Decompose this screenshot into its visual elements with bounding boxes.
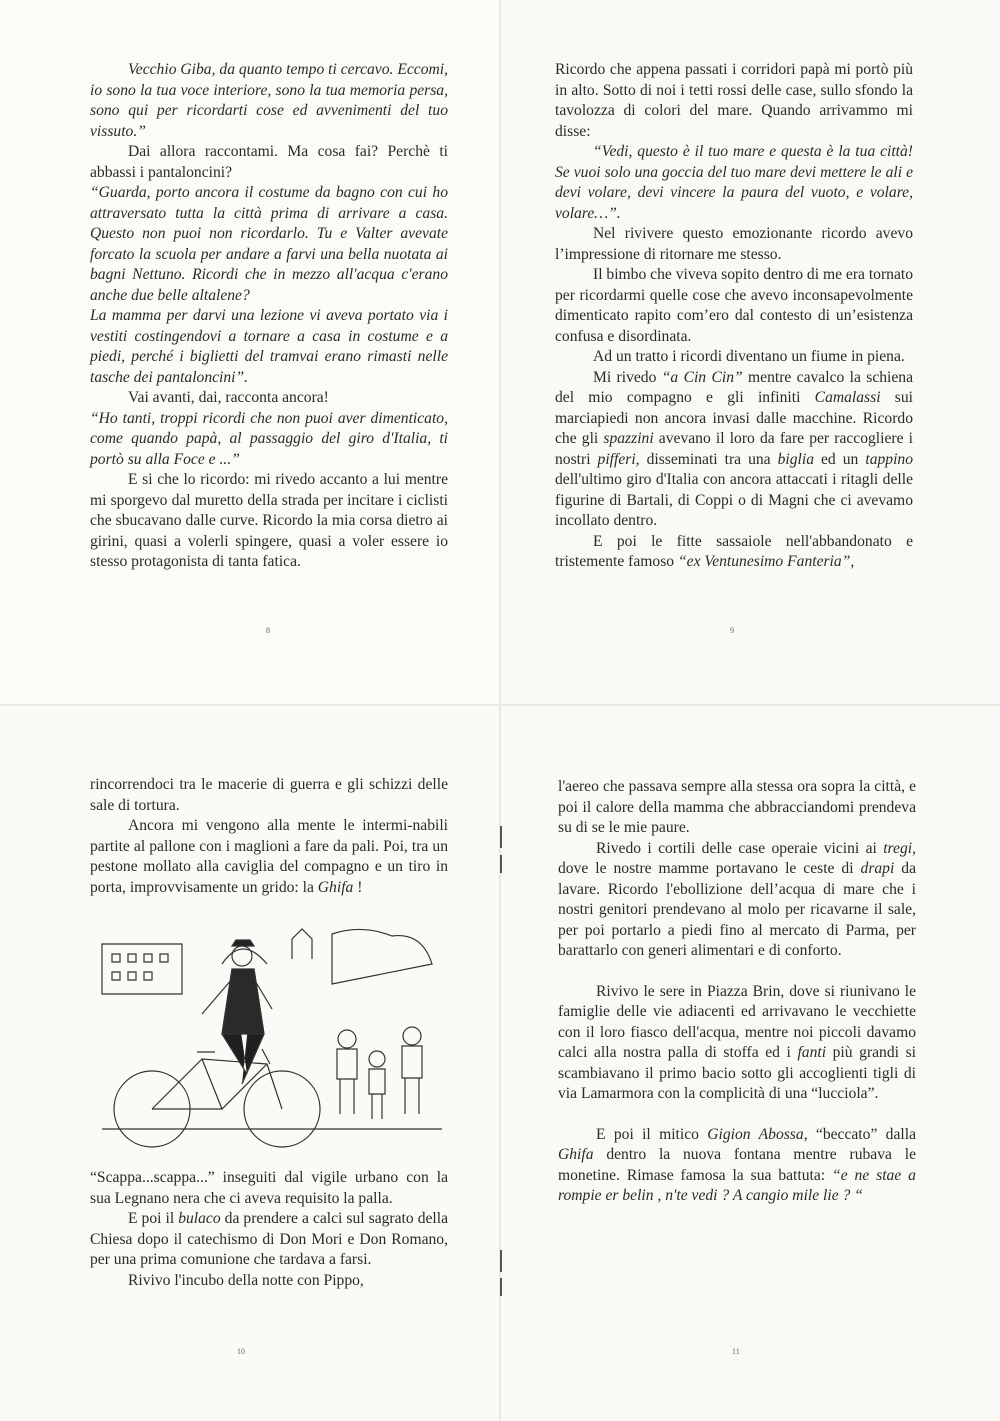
paragraph: Rivivo l'incubo della notte con Pippo,	[128, 1271, 364, 1289]
paragraph: “Vedi, questo è il tuo mare e questa è la tua città! Se vuoi solo una goccia del tuo mare devi mettere le ali e devi volare, devi vincere la paura del vuoto, e volare, volare…”.	[555, 143, 913, 222]
paragraph: Dai allora raccontami. Ma cosa fai? Perchè ti abbassi i pantaloncini?	[90, 143, 448, 181]
binding-mark	[500, 1278, 502, 1296]
paragraph: “Ho tanti, troppi ricordi che non puoi aver dimenticato, come quando papà, al passaggio del giro d'Italia, ti portò su alla Foce e ...”	[90, 409, 448, 468]
paragraph: E poi il bulaco da prendere a calci sul sagrato della Chiesa dopo il catechismo di Don Mori e Don Romano, per una prima comunione che tardava a farsi.	[90, 1210, 448, 1268]
page-number-8: 8	[266, 626, 270, 635]
page-number-10: 10	[237, 1347, 245, 1356]
paragraph: “Guarda, porto ancora il costume da bagno con cui ho attraversato tutta la città prima di arrivare a casa. Questo non puoi non ricordarlo. Tu e Valter avevate forcato la scuola per andare a farvi una bella nuotata ai bagni Nettuno. Ricordi che in mezzo all'acqua c'erano anche due belle altalene?	[90, 184, 448, 304]
paragraph: Vecchio Giba, da quanto tempo ti cercavo. Eccomi, io sono la tua voce interiore, sono la tua memoria persa, sono qui per ricordarti cose ed avvenimenti del tuo vissuto.”	[90, 61, 448, 140]
paragraph: La mamma per darvi una lezione vi aveva portato via i vestiti costingendovi a tornare a casa in costume e a piedi, perché i biglietti del tramvai erano rimasti nelle tasche dei pantaloncini”.	[90, 307, 448, 386]
paragraph: Vai avanti, dai, racconta ancora!	[128, 389, 329, 406]
page-10-text-top	[90, 775, 448, 898]
binding-mark	[500, 826, 502, 848]
page-11-text	[558, 777, 916, 1207]
horizontal-fold-line	[0, 704, 1000, 706]
binding-mark	[500, 1250, 502, 1272]
paragraph: Il bimbo che viveva sopito dentro di me era tornato per ricordarmi quelle cose che avevo inconsapevolmente dimenticato rapito com’ero dal contesto di un’esistenza confusa e disordinata.	[555, 266, 914, 345]
paragraph: Ricordo che appena passati i corridori papà mi portò più in alto. Sotto di noi i tetti rossi delle case, sullo sfondo la tavolozza di colori del mare. Quando arrivammo mi disse:	[555, 61, 913, 140]
page-number-9: 9	[730, 626, 734, 635]
paragraph: Nel rivivere questo emozionante ricordo avevo l’impressione di ritornare me stesso.	[555, 225, 913, 263]
illustration-vigile-bicycle	[92, 924, 450, 1164]
paragraph: “Scappa...scappa...” inseguiti dal vigile urbano con la sua Legnano nera che ci aveva requisito la palla.	[90, 1169, 448, 1207]
paragraph: l'aereo che passava sempre alla stessa ora sopra la città, e poi il calore della mamma che abbracciandomi prendeva su di se le mie paure.	[558, 778, 916, 836]
paragraph: Rivedo i cortili delle case operaie vicini ai tregi, dove le nostre mamme portavano le ceste di drapi da lavare. Ricordo l'ebollizione dell’acqua di mare che i nostri genitori prendevano al molo per ricavarne il sale, per poi portarlo a piedi fino al mercato di Parma, per barattarlo con generi alimentari e di conforto.	[558, 839, 916, 959]
paragraph: Mi rivedo “a Cin Cin” mentre cavalco la schiena del mio compagno e gli infiniti Camalassi sui marciapiedi non ancora invasi dalle macchine. Ricordo che gli spazzini avevano il loro da fare per raccogliere i nostri pifferi, disseminati tra una biglia ed un tappino dell'ultimo giro d'Italia con ancora attaccati i ritagli delle figurine di Bartali, di Coppi o di Magni che ci avevamo incollato dentro.	[555, 368, 914, 529]
paragraph: E poi il mitico Gigion Abossa, “beccato” dalla Ghifa dentro la nuova fontana mentre rubava le monetine. Rimase famosa la sua battuta: “e ne stae a rompie er belin , n'te vedi ? A cangio mile lie ? “	[558, 1125, 916, 1204]
paragraph: E si che lo ricordo: mi rivedo accanto a lui mentre mi sporgevo dal muretto della strada per incitare i ciclisti che sbucavano dalle curve. Ricordo la mia corsa dietro ai girini, quasi a volerli spingere, quasi a voler essere io stesso protagonista di tanta fatica.	[90, 471, 448, 570]
paragraph: Ancora mi vengono alla mente le intermi-nabili partite al pallone con i maglioni a fare da pali. Poi, tra un pestone mollato alla caviglia del compagno e un tiro in porta, improvvisamente un grido: la Ghifa !	[90, 817, 448, 896]
page-10-text-bottom	[90, 1168, 448, 1291]
page-8-text	[90, 60, 448, 573]
paragraph: Ad un tratto i ricordi diventano un fiume in piena.	[593, 348, 905, 365]
vertical-fold-line	[499, 0, 501, 1421]
binding-mark	[500, 855, 502, 873]
paragraph: E poi le fitte sassaiole nell'abbandonato e tristemente famoso “ex Ventunesimo Fanteria”,	[555, 532, 913, 570]
paragraph: Rivivo le sere in Piazza Brin, dove si riunivano le famiglie delle vie adiacenti ed arrivavano le vecchiette con il loro fiasco dell'acqua, mentre noi piccoli davamo calci alla nostra palla di stoffa ed i fanti più grandi si scambiavano il primo bacio sotto gli accoglienti tigli di via Lamarmora con la complicità di una “lucciola”.	[558, 982, 916, 1102]
paragraph: rincorrendoci tra le macerie di guerra e gli schizzi delle sale di tortura.	[90, 776, 448, 814]
page-number-11: 11	[732, 1347, 740, 1356]
page-9-text	[555, 60, 913, 573]
